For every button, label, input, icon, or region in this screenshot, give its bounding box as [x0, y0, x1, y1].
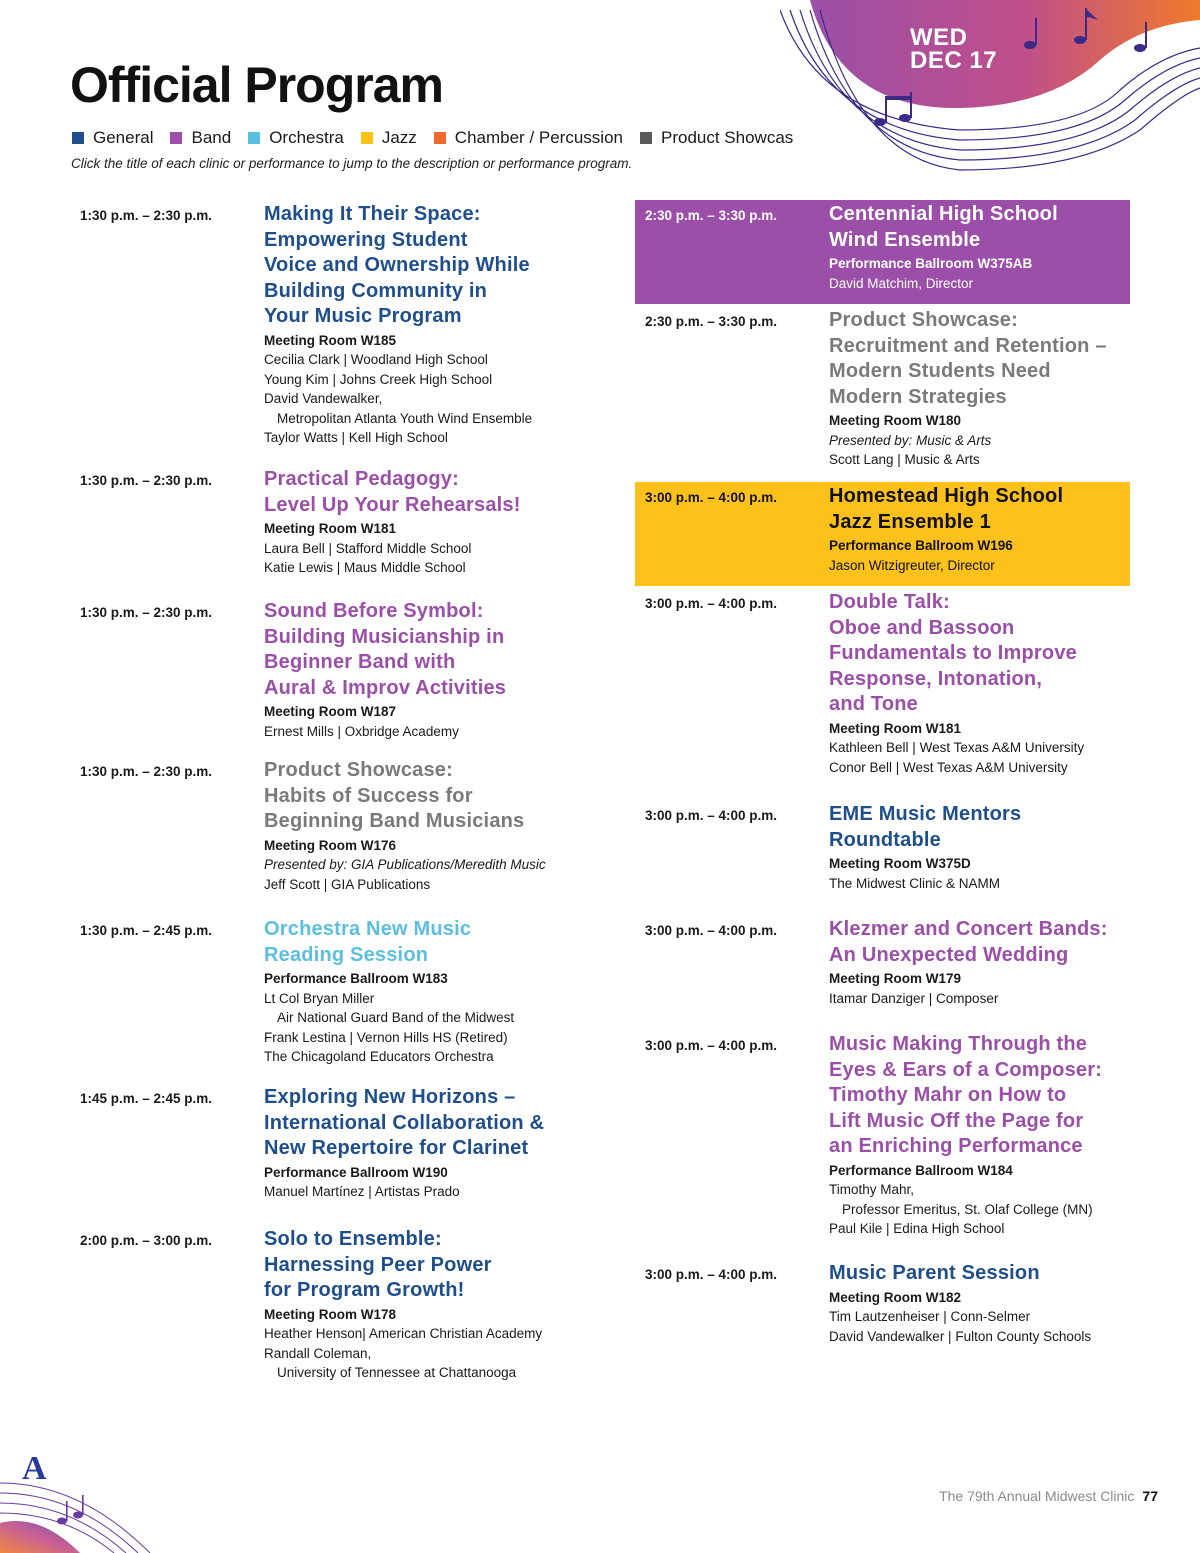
session-time: 3:00 p.m. – 4:00 p.m. — [645, 1267, 778, 1282]
session-room: Performance Ballroom W184 — [829, 1162, 1013, 1178]
title-line: Practical Pedagogy: — [264, 468, 459, 490]
session-time: 1:30 p.m. – 2:30 p.m. — [80, 473, 213, 488]
session-title-link[interactable] — [829, 202, 1130, 253]
legend-swatch-showcase — [640, 132, 652, 144]
session-room: Meeting Room W185 — [264, 332, 397, 348]
presenter-line: Conor Bell | West Texas A&M University — [829, 759, 1068, 775]
title-line: Beginner Band with — [264, 651, 456, 673]
title-line: Oboe and Bassoon — [829, 616, 1015, 639]
session-title-link[interactable] — [264, 1085, 590, 1162]
session-title-link[interactable] — [829, 1032, 1130, 1160]
session-time: 1:30 p.m. – 2:45 p.m. — [80, 923, 213, 938]
legend-item-band — [170, 128, 231, 148]
title-line: Exploring New Horizons – — [264, 1086, 516, 1108]
session-title-link[interactable] — [829, 1261, 1130, 1287]
title-line: Wind Ensemble — [829, 228, 981, 251]
session-title-link[interactable] — [829, 917, 1130, 968]
session-room: Meeting Room W180 — [829, 413, 962, 428]
session-time: 1:30 p.m. – 2:30 p.m. — [80, 764, 213, 779]
title-line: Orchestra New Music — [264, 918, 472, 940]
legend-swatch-orchestra — [248, 132, 260, 144]
session-title-link[interactable] — [829, 308, 1130, 410]
presenter-line: Kathleen Bell | West Texas A&M University — [829, 740, 1085, 755]
title-line: Music Parent Session — [829, 1262, 1040, 1284]
session-time: 3:00 p.m. – 4:00 p.m. — [645, 596, 778, 611]
session-time: 3:00 p.m. – 4:00 p.m. — [645, 808, 778, 823]
title-line: Making It Their Space: — [264, 203, 481, 225]
session-title-link[interactable] — [264, 467, 590, 518]
presenter-line: Laura Bell | Stafford Middle School — [264, 540, 472, 556]
presenter-line: Itamar Danziger | Composer — [829, 990, 999, 1006]
session-time: 2:30 p.m. – 3:30 p.m. — [645, 208, 778, 223]
session-room: Performance Ballroom W190 — [264, 1164, 448, 1180]
presenter-line: Heather Henson| American Christian Academy — [264, 1326, 543, 1341]
presenter-line: Tim Lautzenheiser | Conn-Selmer — [829, 1309, 1031, 1324]
title-line: Homestead High School — [829, 485, 1064, 507]
title-line: and Tone — [829, 693, 919, 715]
title-line: New Repertoire for Clarinet — [264, 1137, 529, 1159]
session-room: Meeting Room W181 — [264, 521, 397, 536]
presenter-line: Scott Lang | Music & Arts — [829, 452, 980, 468]
presenter-line: Randall Coleman, — [264, 1345, 372, 1361]
instructions-text: Click the title of each clinic or performance to jump to the description or performance program. — [71, 156, 633, 171]
legend-item-general — [72, 128, 153, 148]
presenter-line: Ernest Mills | Oxbridge Academy — [264, 723, 459, 739]
session-time: 3:00 p.m. – 4:00 p.m. — [645, 923, 778, 938]
legend-label: General — [93, 128, 154, 147]
legend-label: Band — [191, 128, 232, 147]
title-line: Harnessing Peer Power — [264, 1253, 492, 1276]
legend-label: Product Showcas — [660, 128, 794, 147]
legend-swatch-general — [72, 132, 84, 144]
svg-text:A: A — [22, 1450, 47, 1487]
title-line: Solo to Ensemble: — [264, 1228, 442, 1250]
legend-swatch-band — [170, 132, 182, 144]
presenter-line: Presented by: GIA Publications/Meredith Music — [264, 857, 546, 872]
title-line: for Program Growth! — [264, 1279, 465, 1301]
title-line: an Enriching Performance — [829, 1135, 1083, 1157]
session-title-link[interactable] — [829, 590, 1130, 718]
presenter-line: Frank Lestina | Vernon Hills HS (Retired) — [264, 1029, 508, 1045]
performance-entry-highlight — [635, 200, 1130, 304]
title-line: Empowering Student — [264, 228, 468, 251]
session-time: 1:30 p.m. – 2:30 p.m. — [80, 605, 213, 620]
presenter-line: David Vandewalker, — [264, 391, 383, 407]
day-label: WED — [910, 24, 968, 51]
session-room: Meeting Room W375D — [829, 856, 971, 871]
title-line: Building Community in — [264, 279, 488, 302]
title-line: Reading Session — [264, 943, 429, 966]
legend-swatch-chamber — [434, 132, 446, 144]
legend-label: Orchestra — [269, 128, 344, 147]
session-title-link[interactable] — [829, 802, 1130, 853]
title-line: Response, Intonation, — [829, 667, 1043, 690]
title-line: Habits of Success for — [264, 784, 473, 807]
title-line: Sound Before Symbol: — [264, 600, 484, 622]
presenter-line: Manuel Martínez | Artistas Prado — [264, 1184, 460, 1199]
session-room: Performance Ballroom W183 — [264, 971, 448, 986]
session-time: 1:45 p.m. – 2:45 p.m. — [80, 1091, 213, 1106]
session-title-link[interactable] — [829, 484, 1130, 535]
session-room: Meeting Room W182 — [829, 1289, 962, 1305]
legend-item-chamber — [434, 128, 623, 148]
legend-item-showcase — [640, 128, 793, 148]
session-room: Meeting Room W187 — [264, 704, 397, 719]
presenter-line: Timothy Mahr, — [829, 1182, 915, 1197]
presenter-line: Air National Guard Band of the Midwest — [277, 1010, 515, 1026]
presenter-line: Taylor Watts | Kell High School — [264, 430, 448, 446]
title-line: Fundamentals to Improve — [829, 642, 1077, 664]
title-line: Recruitment and Retention – — [829, 334, 1107, 357]
session-time: 2:30 p.m. – 3:30 p.m. — [645, 314, 778, 329]
presenter-line: Paul Kile | Edina High School — [829, 1221, 1005, 1237]
title-line: Timothy Mahr on How to — [829, 1084, 1067, 1106]
session-title-link[interactable] — [264, 917, 590, 968]
title-line: Level Up Your Rehearsals! — [264, 493, 521, 516]
title-line: Eyes & Ears of a Composer: — [829, 1058, 1103, 1081]
title-line: Modern Students Need — [829, 360, 1051, 382]
session-time: 3:00 p.m. – 4:00 p.m. — [645, 1038, 778, 1053]
legend-label: Jazz — [381, 128, 417, 147]
title-line: Beginning Band Musicians — [264, 810, 525, 832]
presenter-line: The Midwest Clinic & NAMM — [829, 875, 1001, 891]
presenter-line: Presented by: Music & Arts — [829, 432, 992, 448]
presenter-line: Metropolitan Atlanta Youth Wind Ensemble — [277, 410, 533, 426]
presenter-line: The Chicagoland Educators Orchestra — [264, 1049, 494, 1065]
legend-label: Chamber / Percussion — [454, 128, 623, 147]
presenter-line: Jeff Scott | GIA Publications — [264, 876, 431, 892]
title-line: An Unexpected Wedding — [829, 943, 1069, 966]
session-time: 3:00 p.m. – 4:00 p.m. — [645, 490, 778, 505]
title-line: Modern Strategies — [829, 385, 1007, 408]
title-line: Lift Music Off the Page for — [829, 1109, 1084, 1132]
date-badge — [910, 26, 997, 72]
date-label: DEC 17 — [910, 47, 998, 74]
session-time: 2:00 p.m. – 3:00 p.m. — [80, 1233, 213, 1248]
session-room: Performance Ballroom W196 — [829, 538, 1013, 553]
session-room: Performance Ballroom W375AB — [829, 256, 1033, 271]
session-title-link[interactable] — [264, 1227, 590, 1304]
publication-name: The 79th Annual Midwest Clinic — [939, 1488, 1135, 1504]
title-line: Building Musicianship in — [264, 625, 505, 648]
presenter-line: Jason Witzigreuter, Director — [829, 557, 995, 573]
title-line: Aural & Improv Activities — [264, 676, 507, 699]
session-room: Meeting Room W176 — [264, 837, 397, 853]
performance-entry-highlight — [635, 482, 1130, 586]
session-title-link[interactable] — [264, 202, 590, 330]
session-room: Meeting Room W178 — [264, 1306, 397, 1322]
title-line: Your Music Program — [264, 305, 462, 327]
session-room: Meeting Room W179 — [829, 971, 962, 986]
presenter-line: David Vandewalker | Fulton County Schools — [829, 1328, 1092, 1344]
presenter-line: Young Kim | Johns Creek High School — [264, 371, 493, 387]
session-room: Meeting Room W181 — [829, 720, 962, 736]
title-line: Product Showcase: — [829, 309, 1018, 331]
page-footer — [939, 1488, 1158, 1504]
title-line: Jazz Ensemble 1 — [829, 510, 991, 533]
category-legend — [72, 128, 810, 148]
presenter-line: David Matchim, Director — [829, 275, 974, 291]
page-number: 77 — [1142, 1488, 1158, 1504]
presenter-line: Lt Col Bryan Miller — [264, 990, 375, 1006]
presenter-line: Katie Lewis | Maus Middle School — [264, 560, 466, 576]
music-logo-decoration — [0, 1443, 170, 1553]
presenter-line: Professor Emeritus, St. Olaf College (MN) — [842, 1201, 1093, 1217]
presenter-line: University of Tennessee at Chattanooga — [277, 1365, 517, 1381]
title-line: Music Making Through the — [829, 1033, 1088, 1055]
title-line: International Collaboration & — [264, 1111, 545, 1134]
session-title-link[interactable] — [264, 599, 590, 701]
title-line: Voice and Ownership While — [264, 254, 530, 276]
page-title: Official Program — [70, 57, 443, 113]
legend-swatch-jazz — [361, 132, 373, 144]
title-line: Centennial High School — [829, 203, 1058, 225]
presenter-line: Cecilia Clark | Woodland High School — [264, 352, 488, 367]
title-line: Roundtable — [829, 828, 941, 851]
title-line: EME Music Mentors — [829, 803, 1022, 825]
legend-item-orchestra — [248, 128, 344, 148]
title-line: Product Showcase: — [264, 759, 453, 781]
session-title-link[interactable] — [264, 758, 590, 835]
session-time: 1:30 p.m. – 2:30 p.m. — [80, 208, 213, 223]
title-line: Double Talk: — [829, 591, 950, 613]
title-line: Klezmer and Concert Bands: — [829, 918, 1108, 940]
legend-item-jazz — [361, 128, 417, 148]
